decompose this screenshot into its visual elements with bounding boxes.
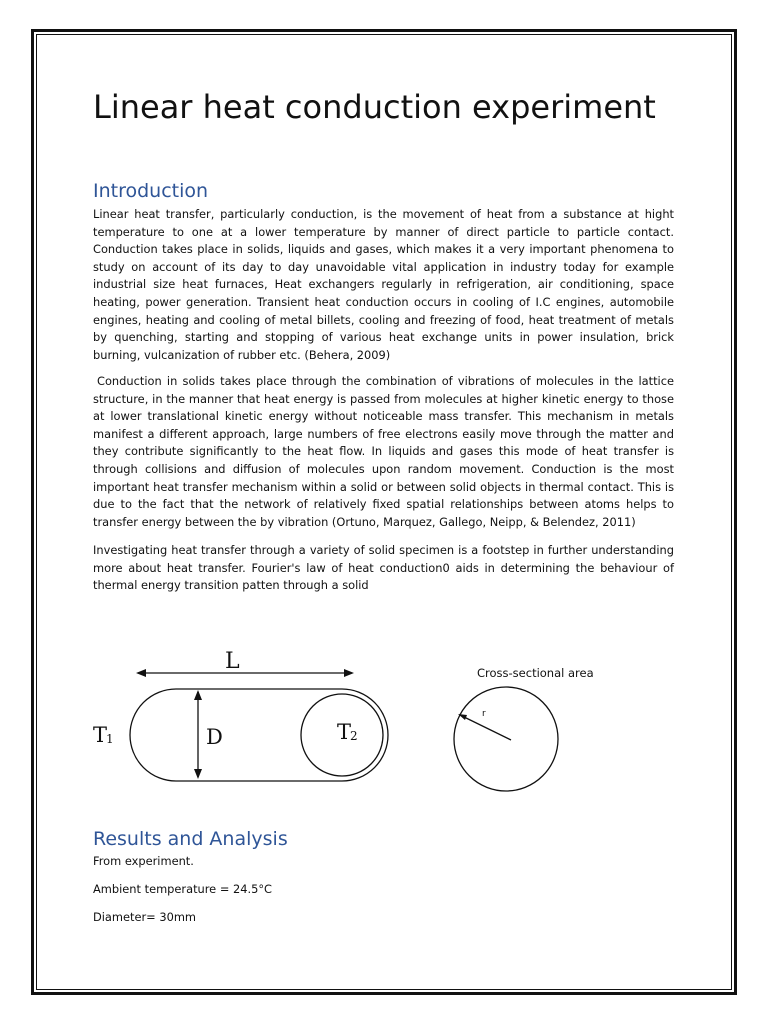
- intro-paragraph-2: Conduction in solids takes place through the combination of vibrations of molecules in the lattice structure, in the manner that heat energy is passed from molecules at higher kinetic energy to those at lower translational kinetic energy without noticeable mass transfer. This mechanism in metals manifest a different approach, large numbers of free electrons easily move through the matter and they contribute significantly to the heat flow. In liquids and gases this mode of heat transfer is through collisions and diffusion of molecules upon random movement. Conduction is the most important heat transfer mechanism within a solid or between solid objects in thermal contact. This is due to the fact that the network of relatively fixed spatial relationships between atoms helps to transfer energy between the by vibration (Ortuno, Marquez, Gallego, Neipp, & Belendez, 2011): [93, 374, 674, 529]
- document-title: Linear heat conduction experiment: [93, 88, 656, 126]
- cross-section-label: Cross-sectional area: [477, 666, 594, 680]
- length-arrow-right-head: [344, 669, 354, 677]
- t1-subscript: 1: [106, 732, 114, 746]
- length-arrow-left-head: [136, 669, 146, 677]
- results-line-diameter: Diameter= 30mm: [93, 910, 197, 924]
- results-line-experiment: From experiment.: [93, 854, 194, 868]
- intro-paragraph-1: Linear heat transfer, particularly conduction, is the movement of heat from a substance at hight temperature to one at a lower temperature by manner of direct particle to particle contact. Conduction takes place in solids, liquids and gases, which makes it a very important phenomena to study on account of its day to day unavoidable vital application in industry today for example industrial size heat furnaces, Heat exchangers regularly in refrigeration, air conditioning, space heating, power generation. Transient heat conduction occurs in cooling of I.C engines, automobile engines, heating and cooling of metal billets, cooling and freezing of food, heat treatment of metals by quenching, starting and stopping of various heat exchange units in power insulation, brick burning, vulcanization of rubber etc. (Behera, 2009): [93, 207, 674, 362]
- diameter-label: D: [206, 725, 223, 749]
- t1-label: T: [93, 723, 108, 747]
- radius-label: r: [482, 709, 486, 719]
- diameter-arrow-bottom-head: [194, 769, 202, 779]
- t2-label: T: [337, 720, 352, 744]
- cross-section-circle: [454, 687, 558, 791]
- t2-subscript: 2: [350, 729, 358, 743]
- introduction-heading: Introduction: [93, 180, 209, 202]
- conduction-rod-diagram: [80, 640, 640, 810]
- length-label: L: [225, 649, 240, 674]
- results-heading: Results and Analysis: [93, 828, 288, 850]
- results-line-ambient-temperature: Ambient temperature = 24.5°C: [93, 882, 272, 896]
- intro-paragraph-3: Investigating heat transfer through a variety of solid specimen is a footstep in further understanding more about heat transfer. Fourier's law of heat conduction0 aids in determining the behaviour of thermal energy transition patten through a solid: [93, 543, 674, 593]
- diameter-arrow-top-head: [194, 690, 202, 700]
